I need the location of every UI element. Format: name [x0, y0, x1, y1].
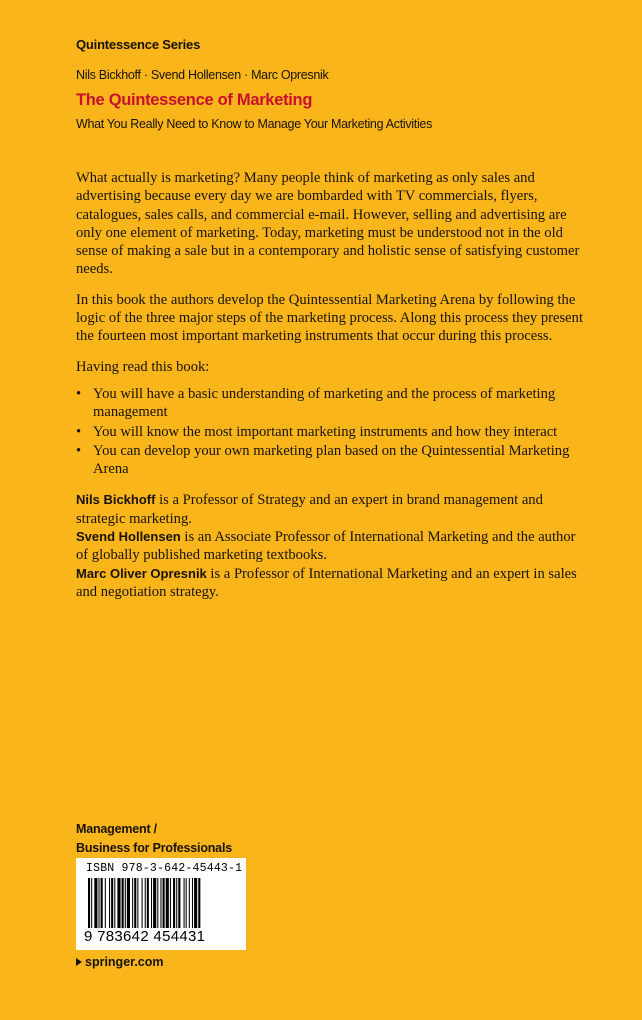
website-label: springer.com: [85, 955, 164, 969]
author-bio-text: is a Professor of International Marketing and an expert in sales and negotiation strategy.: [76, 565, 577, 600]
barcode-icon: [86, 878, 236, 928]
approach-paragraph: In this book the authors develop the Quintessential Marketing Arena by following the logic of the three major steps of the marketing process. Along this process they present the fourteen most important marketing instruments that occur during this process.: [76, 291, 584, 345]
book-subtitle: What You Really Need to Know to Manage Your Marketing Activities: [76, 117, 433, 131]
author-bio-text: is a Professor of Strategy and an expert in brand management and strategic marketing.: [76, 492, 543, 527]
category-line: Management /: [76, 822, 157, 836]
isbn-barcode: [76, 858, 246, 950]
author-bio-name: Nils Bickhoff: [76, 492, 156, 508]
author-bio-name: Svend Hollensen: [76, 529, 181, 545]
author-bio-text: is an Associate Professor of International Marketing and the author of globally published marketing textbooks.: [76, 529, 576, 564]
author-bio: [76, 491, 588, 528]
list-item: [76, 423, 588, 441]
outcomes-list: [76, 385, 588, 478]
subject-category: [76, 820, 232, 858]
bullet-icon: •: [76, 423, 82, 440]
publisher-website[interactable]: [76, 955, 164, 969]
author-bio: [76, 528, 588, 565]
author-names: Nils Bickhoff · Svend Hollensen · Marc Opresnik: [76, 68, 329, 82]
arrow-right-icon: [76, 958, 82, 966]
bullet-icon: •: [76, 385, 82, 402]
blurb: [76, 169, 588, 601]
list-item-text: You will know the most important marketing instruments and how they interact: [93, 423, 558, 440]
book-title: The Quintessence of Marketing: [76, 91, 313, 109]
bullet-icon: •: [76, 442, 82, 459]
author-bio: [76, 565, 588, 602]
list-intro: Having read this book:: [76, 358, 210, 375]
author-bios: [76, 491, 588, 601]
list-item-text: You can develop your own marketing plan based on the Quintessential Marketing Arena: [93, 442, 570, 478]
series-name: Quintessence Series: [76, 37, 201, 52]
isbn-label: ISBN 978-3-642-45443-1: [86, 862, 243, 875]
barcode-number: 9 783642 454431: [84, 928, 206, 945]
intro-paragraph: What actually is marketing? Many people think of marketing as only sales and advertising because every day we are bombarded with TV commercials, flyers, catalogues, sales calls, and commercial e-mail. However, selling and advertising are only one element of marketing. Today, marketing must be understood not in the old sense of making a sale but in a contemporary and holistic sense of satisfying customer needs.: [76, 170, 580, 278]
list-item-text: You will have a basic understanding of marketing and the process of marketing management: [93, 385, 556, 421]
list-item: [76, 385, 588, 422]
author-bio-name: Marc Oliver Opresnik: [76, 565, 207, 581]
category-line: Business for Professionals: [76, 841, 232, 855]
list-item: [76, 442, 588, 479]
